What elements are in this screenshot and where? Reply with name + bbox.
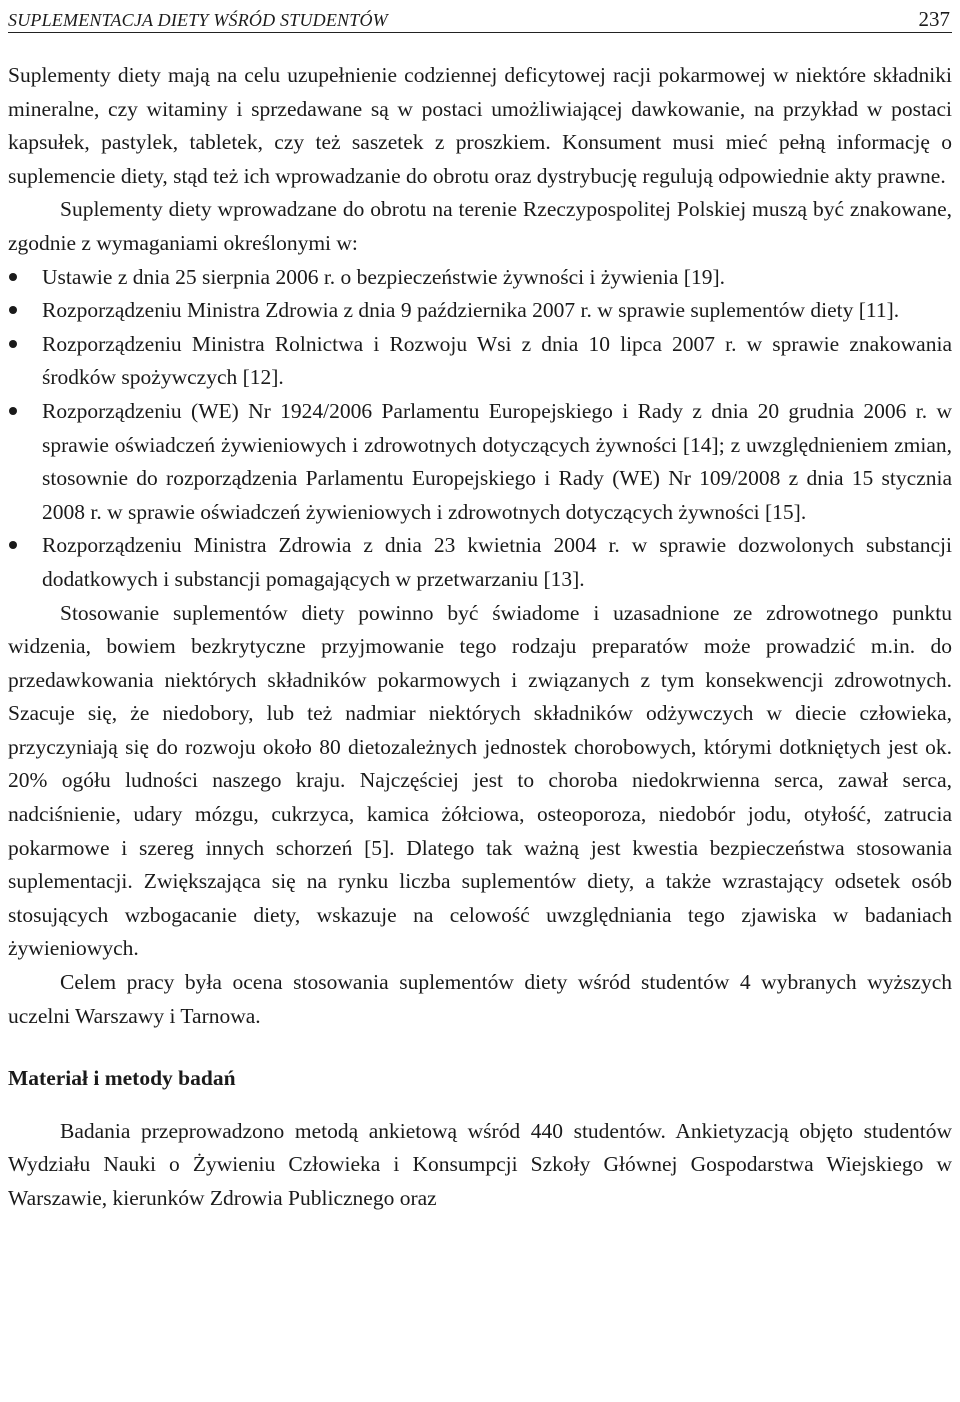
list-item bbox=[8, 294, 952, 328]
page bbox=[8, 0, 952, 1216]
bullet-icon bbox=[9, 407, 17, 415]
running-title: SUPLEMENTACJA DIETY WŚRÓD STUDENTÓW bbox=[8, 10, 388, 30]
list-item-text: Ustawie z dnia 25 sierpnia 2006 r. o bezpieczeństwie żywności i żywienia [19]. bbox=[42, 264, 726, 289]
body-text bbox=[8, 59, 952, 1216]
bullet-icon bbox=[9, 541, 17, 549]
running-header bbox=[8, 0, 952, 33]
list-item bbox=[8, 529, 952, 596]
paragraph-labeling: Suplementy diety wprowadzane do obrotu na terenie Rzeczypospolitej Polskiej muszą być znakowane, zgodnie z wymaganiami określonymi w: bbox=[8, 197, 952, 255]
list-item-text: Rozporządzeniu Ministra Rolnictwa i Rozwoju Wsi z dnia 10 lipca 2007 r. w sprawie znakowania środków spożywczych [12]. bbox=[42, 331, 952, 390]
list-item-text: Rozporządzeniu (WE) Nr 1924/2006 Parlamentu Europejskiego i Rady z dnia 20 grudnia 2006 r. w sprawie oświadczeń żywieniowych i zdrowotnych dotyczących żywności [14]; z uwzględnieniem zmian, stosownie do rozporządzenia Parlamentu Europejskiego i Rady (WE) Nr 109/2008 z dnia 15 stycznia 2008 r. w sprawie oświadczeń żywieniowych i zdrowotnych dotyczących żywności [15]. bbox=[42, 398, 952, 524]
bullet-icon bbox=[9, 306, 17, 314]
paragraph-aim: Celem pracy była ocena stosowania suplementów diety wśród studentów 4 wybranych wyższych uczelni Warszawy i Tarnowa. bbox=[8, 970, 952, 1028]
list-item-text: Rozporządzeniu Ministra Zdrowia z dnia 9 października 2007 r. w sprawie suplementów diety [11]. bbox=[42, 298, 900, 323]
paragraph-rationale: Stosowanie suplementów diety powinno być świadome i uzasadnione ze zdrowotnego punktu widzenia, bowiem bezkrytyczne przyjmowanie tego rodzaju preparatów może prowadzić m.in. do przedawkowania niektórych składników pokarmowych i związanych z tym konsekwencji zdrowotnych. Szacuje się, że niedobory, lub też nadmiar niektórych składników odżywczych w diecie człowieka, przyczyniają się do rozwoju około 80 dietozależnych jednostek chorobowych, którymi dotkniętych jest ok. 20% ogółu ludności naszego kraju. Najczęściej jest to choroba niedokrwienna serca, zawał serca, nadciśnienie, udary mózgu, cukrzyca, kamica żółciowa, osteoporoza, niedobór jodu, otyłość, zatrucia pokarmowe i szereg innych schorzeń [5]. Dlatego tak ważną jest kwestia bezpieczeństwa stosowania suplementacji. Zwiększająca się na rynku liczba suplementów diety, a także wzrastający odsetek osób stosujących wzbogacanie diety, wskazuje na celowość uwzględniania tego zjawiska w badaniach żywieniowych. bbox=[8, 600, 952, 961]
list-item bbox=[8, 395, 952, 529]
legal-acts-list bbox=[8, 261, 952, 597]
page-number: 237 bbox=[918, 7, 950, 31]
list-item-text: Rozporządzeniu Ministra Zdrowia z dnia 23 kwietnia 2004 r. w sprawie dozwolonych substancji dodatkowych i substancji pomagających w przetwarzaniu [13]. bbox=[42, 533, 952, 591]
paragraph-methods: Badania przeprowadzono metodą ankietową wśród 440 studentów. Ankietyzacją objęto studentów Wydziału Nauki o Żywieniu Człowieka i Konsumpcji Szkoły Głównej Gospodarstwa Wiejskiego w Warszawie, kierunków Zdrowia Publicznego oraz bbox=[8, 1118, 952, 1210]
list-item bbox=[8, 261, 952, 295]
list-item bbox=[8, 328, 952, 395]
paragraph-intro: Suplementy diety mają na celu uzupełnienie codziennej deficytowej racji pokarmowej w niektóre składniki mineralne, czy witaminy i sprzedawane są w postaci umożliwiającej dawkowanie, na przykład w postaci kapsułek, pastylek, tabletek, czy też saszetek z proszkiem. Konsument musi mieć pełną informację o suplemencie diety, stąd też ich wprowadzanie do obrotu oraz dystrybucję regulują odpowiednie akty prawne. bbox=[8, 63, 952, 188]
section-heading: Materiał i metody badań bbox=[8, 1066, 236, 1091]
bullet-icon bbox=[9, 340, 17, 348]
bullet-icon bbox=[9, 273, 17, 281]
